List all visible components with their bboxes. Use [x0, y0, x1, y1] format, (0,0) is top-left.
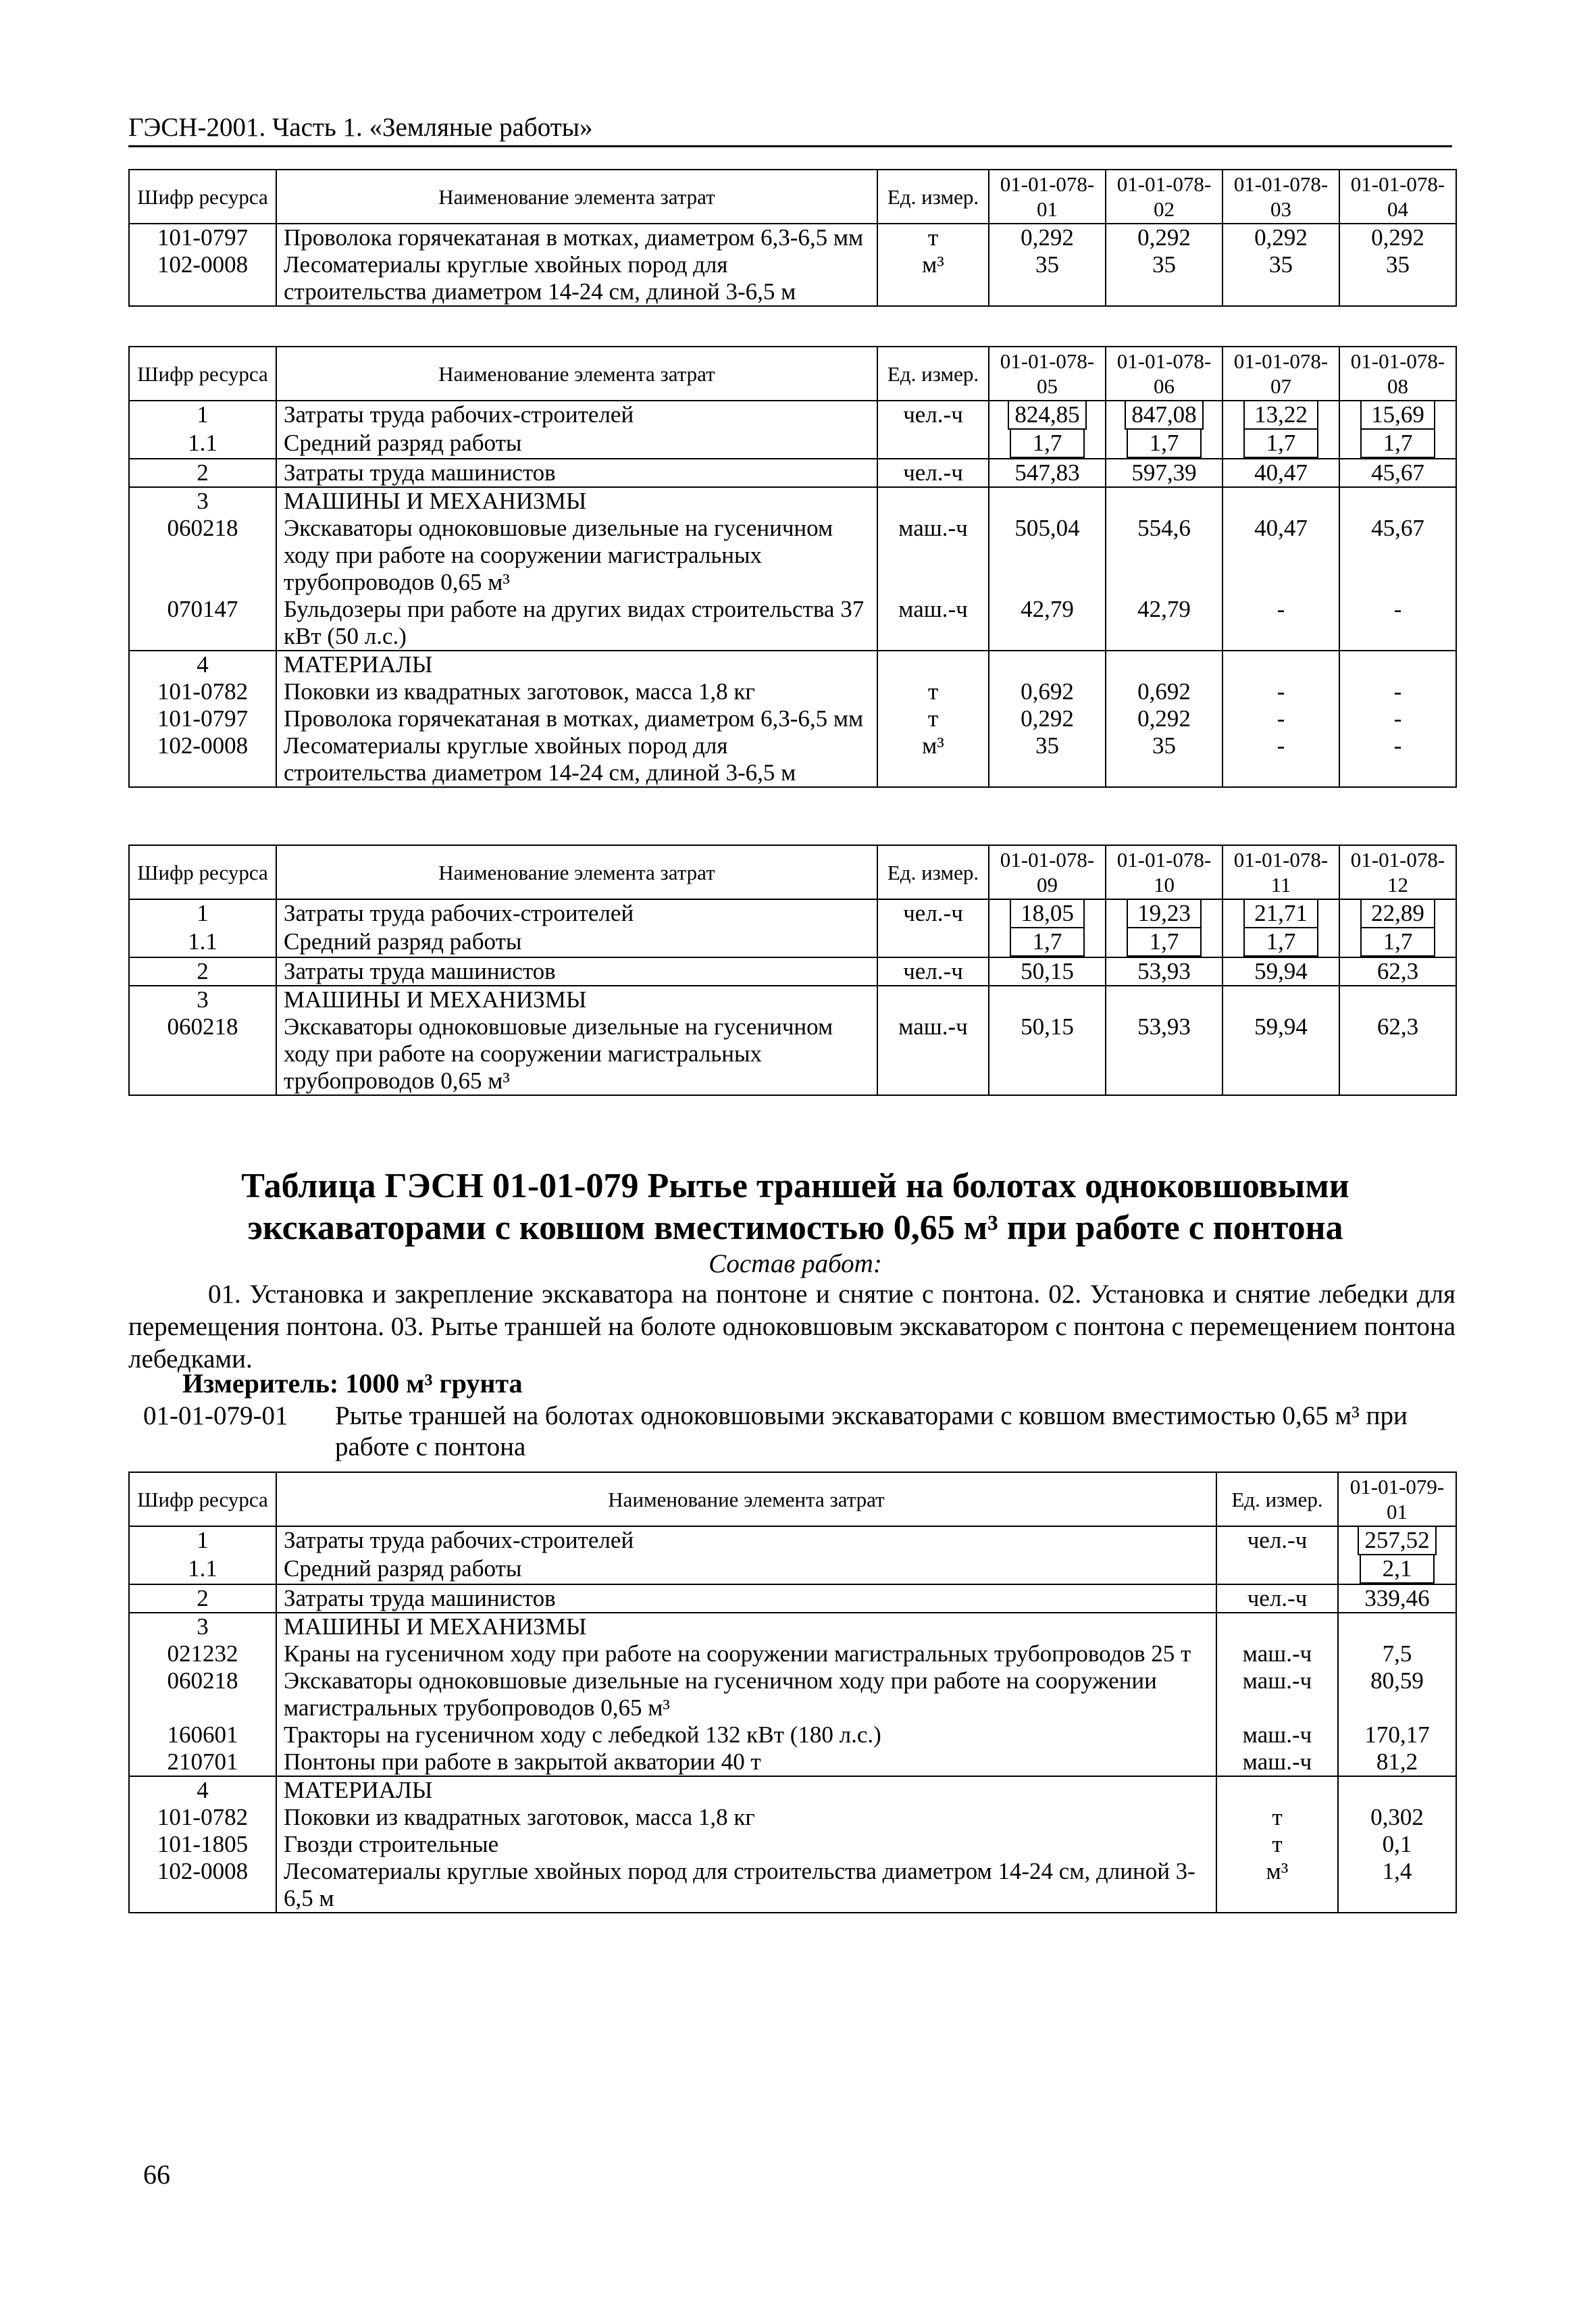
cell-value: 170,17: [1338, 1721, 1456, 1749]
resource-table-078-01-04: [128, 169, 1457, 307]
header-norm-code: 01-01-078-02: [1106, 170, 1222, 224]
cell-code: 070147: [129, 596, 276, 651]
header-name: Наименование элемента затрат: [276, 1472, 1216, 1526]
cell-value: 35: [989, 251, 1106, 306]
cell-unit: т: [877, 224, 989, 251]
cell-value: [1338, 1555, 1456, 1584]
cell-name: МАШИНЫ И МЕХАНИЗМЫ: [276, 1613, 1216, 1640]
table-row: [129, 459, 1456, 487]
cell-name: Гвозди строительные: [276, 1831, 1216, 1858]
cell-code: 1: [129, 1526, 276, 1555]
cell-name: Лесоматериалы круглые хвойных пород для строительства диаметром 14-24 см, длиной 3-6,5 м: [276, 251, 877, 306]
header-norm-code: 01-01-078-09: [989, 845, 1106, 899]
cell-value: 0,302: [1338, 1804, 1456, 1831]
cell-code: 3: [129, 487, 276, 515]
cell-value: -: [1222, 705, 1339, 732]
cell-unit: т: [877, 678, 989, 705]
cell-name: МАШИНЫ И МЕХАНИЗМЫ: [276, 487, 877, 515]
cell-value: 554,6: [1106, 515, 1222, 596]
cell-unit: маш.-ч: [877, 1013, 989, 1095]
cell-unit: [1216, 1555, 1338, 1584]
cell-unit: маш.-ч: [1216, 1749, 1338, 1776]
header-code: Шифр ресурса: [129, 1472, 276, 1526]
cell-value: [1339, 899, 1456, 928]
cell-code: 1: [129, 401, 276, 430]
cell-name: МАТЕРИАЛЫ: [276, 651, 877, 678]
table-row: [129, 1555, 1456, 1584]
header-norm-code: 01-01-078-11: [1222, 845, 1339, 899]
cell-unit: маш.-ч: [877, 596, 989, 651]
cell-name: Лесоматериалы круглые хвойных пород для строительства диаметром 14-24 см, длиной 3-6,5 м: [276, 1858, 1216, 1913]
cell-value: [989, 651, 1106, 678]
cell-value: 0,292: [1222, 224, 1339, 251]
cell-value: 0,292: [1339, 224, 1456, 251]
cell-code: 2: [129, 1584, 276, 1613]
cell-value: -: [1222, 732, 1339, 787]
cell-code: 1.1: [129, 430, 276, 459]
header-unit: Ед. измер.: [1216, 1472, 1338, 1526]
cell-value: [1338, 1526, 1456, 1555]
cell-code: 102-0008: [129, 251, 276, 306]
header-norm-code: 01-01-078-10: [1106, 845, 1222, 899]
cell-value: [1222, 430, 1339, 459]
cell-unit: чел.-ч: [877, 899, 989, 928]
cell-value: 35: [1106, 732, 1222, 787]
cell-value: 597,39: [1106, 459, 1222, 487]
cell-unit: [877, 986, 989, 1013]
header-norm-code: 01-01-078-03: [1222, 170, 1339, 224]
cell-code: 3: [129, 986, 276, 1013]
table-row: [129, 1721, 1456, 1749]
table-row: [129, 928, 1456, 957]
cell-name: Проволока горячекатаная в мотках, диаметром 6,3-6,5 мм: [276, 224, 877, 251]
table-header-row: [129, 170, 1456, 224]
boxed-value: 1,7: [1127, 430, 1202, 458]
cell-value: -: [1339, 678, 1456, 705]
cell-value: 59,94: [1222, 1013, 1339, 1095]
cell-value: 40,47: [1222, 459, 1339, 487]
cell-name: Затраты труда машинистов: [276, 1584, 1216, 1613]
cell-name: Экскаваторы одноковшовые дизельные на гусеничном ходу при работе на сооружении магистральных трубопроводов 0,65 м³: [276, 1667, 1216, 1721]
boxed-value: 1,7: [1010, 430, 1085, 458]
page-number: 66: [143, 2159, 170, 2190]
cell-code: 160601: [129, 1721, 276, 1749]
boxed-value: 18,05: [1010, 900, 1085, 928]
cell-value: [989, 899, 1106, 928]
cell-value: [1222, 401, 1339, 430]
works-description: 01. Установка и закрепление экскаватора на понтоне и снятие с понтона. 02. Установка и снятие лебедки для перемещения понтона. 03. Рытье траншей на болоте одноковшовым экскаватором с понтона с перемещением понтона лебедками.: [128, 1280, 1456, 1374]
cell-value: [1106, 430, 1222, 459]
cell-value: 35: [1222, 251, 1339, 306]
table-row: [129, 1749, 1456, 1776]
cell-value: [1222, 487, 1339, 515]
cell-code: 210701: [129, 1749, 276, 1776]
cell-name: Экскаваторы одноковшовые дизельные на гусеничном ходу при работе на сооружении магистральных трубопроводов 0,65 м³: [276, 1013, 877, 1095]
cell-name: Средний разряд работы: [276, 430, 877, 459]
cell-value: [1339, 651, 1456, 678]
cell-unit: [877, 651, 989, 678]
item-code: 01-01-079-01: [143, 1401, 288, 1430]
table-row: [129, 487, 1456, 515]
cell-value: [1338, 1776, 1456, 1804]
cell-name: МАТЕРИАЛЫ: [276, 1776, 1216, 1804]
cell-value: [1339, 928, 1456, 957]
table-row: [129, 899, 1456, 928]
cell-name: Краны на гусеничном ходу при работе на сооружении магистральных трубопроводов 25 т: [276, 1640, 1216, 1667]
cell-unit: м³: [877, 732, 989, 787]
cell-value: 62,3: [1339, 1013, 1456, 1095]
cell-value: 50,15: [989, 1013, 1106, 1095]
cell-value: [1222, 899, 1339, 928]
cell-code: 101-0797: [129, 224, 276, 251]
cell-unit: м³: [1216, 1858, 1338, 1913]
header-norm-code: 01-01-078-07: [1222, 347, 1339, 401]
cell-unit: чел.-ч: [1216, 1526, 1338, 1555]
cell-value: 62,3: [1339, 957, 1456, 986]
cell-value: 7,5: [1338, 1640, 1456, 1667]
header-norm-code: 01-01-079-01: [1338, 1472, 1456, 1526]
cell-value: 35: [989, 732, 1106, 787]
table-row: [129, 732, 1456, 787]
table-row: [129, 957, 1456, 986]
cell-code: 021232: [129, 1640, 276, 1667]
resource-table-079-01: [128, 1472, 1457, 1913]
cell-value: 0,292: [1106, 224, 1222, 251]
table-row: [129, 986, 1456, 1013]
cell-unit: чел.-ч: [877, 459, 989, 487]
cell-name: Проволока горячекатаная в мотках, диаметром 6,3-6,5 мм: [276, 705, 877, 732]
cell-value: -: [1339, 705, 1456, 732]
table-row: [129, 1013, 1456, 1095]
cell-value: 547,83: [989, 459, 1106, 487]
table-row: [129, 1584, 1456, 1613]
cell-unit: т: [1216, 1804, 1338, 1831]
table-row: [129, 1613, 1456, 1640]
boxed-value: 2,1: [1360, 1555, 1435, 1584]
cell-value: [1222, 651, 1339, 678]
cell-name: Экскаваторы одноковшовые дизельные на гусеничном ходу при работе на сооружении магистральных трубопроводов 0,65 м³: [276, 515, 877, 596]
resource-table-078-05-08: [128, 346, 1457, 788]
table-row: [129, 1526, 1456, 1555]
boxed-value: 847,08: [1125, 401, 1203, 430]
cell-code: 2: [129, 957, 276, 986]
cell-value: 1,4: [1338, 1858, 1456, 1913]
cell-unit: [877, 487, 989, 515]
header-norm-code: 01-01-078-06: [1106, 347, 1222, 401]
header-name: Наименование элемента затрат: [276, 845, 877, 899]
cell-unit: т: [877, 705, 989, 732]
header-code: Шифр ресурса: [129, 845, 276, 899]
header-norm-code: 01-01-078-12: [1339, 845, 1456, 899]
cell-value: -: [1222, 596, 1339, 651]
table-row: [129, 1667, 1456, 1721]
cell-code: 101-0797: [129, 705, 276, 732]
cell-name: Бульдозеры при работе на других видах строительства 37 кВт (50 л.с.): [276, 596, 877, 651]
cell-value: 50,15: [989, 957, 1106, 986]
section-subtitle: Состав работ:: [709, 1249, 882, 1278]
cell-value: 0,692: [1106, 678, 1222, 705]
cell-unit: [877, 928, 989, 957]
cell-value: [1106, 651, 1222, 678]
table-row: [129, 596, 1456, 651]
table-row: [129, 651, 1456, 678]
cell-value: [1339, 986, 1456, 1013]
boxed-value: 1,7: [1360, 430, 1435, 458]
table-row: [129, 678, 1456, 705]
cell-value: [989, 928, 1106, 957]
cell-unit: чел.-ч: [1216, 1584, 1338, 1613]
cell-value: 42,79: [989, 596, 1106, 651]
table-row: [129, 224, 1456, 251]
item-text: Рытье траншей на болотах одноковшовыми экскаваторами с ковшом вместимостью 0,65 м³ при работе с понтона: [335, 1401, 1408, 1461]
table-row: [129, 1776, 1456, 1804]
boxed-value: 1,7: [1243, 430, 1318, 458]
cell-value: 80,59: [1338, 1667, 1456, 1721]
cell-name: МАШИНЫ И МЕХАНИЗМЫ: [276, 986, 877, 1013]
cell-unit: [1216, 1613, 1338, 1640]
table-row: [129, 705, 1456, 732]
cell-value: 0,692: [989, 678, 1106, 705]
cell-unit: чел.-ч: [877, 957, 989, 986]
cell-code: 060218: [129, 1667, 276, 1721]
table-row: [129, 1804, 1456, 1831]
cell-value: [1106, 899, 1222, 928]
header-unit: Ед. измер.: [877, 845, 989, 899]
cell-value: [1339, 487, 1456, 515]
cell-name: Средний разряд работы: [276, 928, 877, 957]
header-norm-code: 01-01-078-01: [989, 170, 1106, 224]
resource-table-078-09-12: [128, 845, 1457, 1096]
cell-value: 45,67: [1339, 515, 1456, 596]
cell-value: 0,1: [1338, 1831, 1456, 1858]
header-norm-code: 01-01-078-08: [1339, 347, 1456, 401]
cell-value: [1339, 430, 1456, 459]
cell-value: 505,04: [989, 515, 1106, 596]
cell-name: Понтоны при работе в закрытой акватории 40 т: [276, 1749, 1216, 1776]
boxed-value: 257,52: [1358, 1527, 1436, 1555]
boxed-value: 1,7: [1010, 928, 1085, 957]
boxed-value: 1,7: [1360, 928, 1435, 957]
cell-value: [1222, 928, 1339, 957]
running-header: ГЭСН-2001. Часть 1. «Земляные работы»: [128, 112, 1452, 147]
header-name: Наименование элемента затрат: [276, 170, 877, 224]
cell-name: Поковки из квадратных заготовок, масса 1,8 кг: [276, 678, 877, 705]
cell-value: 0,292: [1106, 705, 1222, 732]
cell-value: 35: [1339, 251, 1456, 306]
cell-code: 101-0782: [129, 1804, 276, 1831]
cell-unit: маш.-ч: [1216, 1667, 1338, 1721]
cell-unit: м³: [877, 251, 989, 306]
cell-name: Тракторы на гусеничном ходу с лебедкой 132 кВт (180 л.с.): [276, 1721, 1216, 1749]
table-row: [129, 430, 1456, 459]
cell-unit: маш.-ч: [1216, 1721, 1338, 1749]
cell-value: 59,94: [1222, 957, 1339, 986]
header-unit: Ед. измер.: [877, 347, 989, 401]
header-norm-code: 01-01-078-04: [1339, 170, 1456, 224]
cell-value: [1106, 986, 1222, 1013]
table-row: [129, 401, 1456, 430]
cell-value: 0,292: [989, 224, 1106, 251]
cell-value: [989, 401, 1106, 430]
cell-name: Затраты труда машинистов: [276, 957, 877, 986]
boxed-value: 21,71: [1243, 900, 1318, 928]
cell-name: Затраты труда рабочих-строителей: [276, 899, 877, 928]
cell-value: [989, 430, 1106, 459]
boxed-value: 19,23: [1127, 900, 1202, 928]
cell-value: [1106, 928, 1222, 957]
boxed-value: 824,85: [1008, 401, 1086, 430]
cell-unit: [1216, 1776, 1338, 1804]
cell-code: 1: [129, 899, 276, 928]
header-norm-code: 01-01-078-05: [989, 347, 1106, 401]
cell-value: [1339, 401, 1456, 430]
cell-value: [1338, 1613, 1456, 1640]
cell-value: [1106, 487, 1222, 515]
cell-value: [989, 986, 1106, 1013]
cell-value: -: [1222, 678, 1339, 705]
cell-unit: маш.-ч: [1216, 1640, 1338, 1667]
cell-unit: т: [1216, 1831, 1338, 1858]
cell-value: -: [1339, 732, 1456, 787]
cell-value: 42,79: [1106, 596, 1222, 651]
table-header-row: [129, 845, 1456, 899]
cell-code: 2: [129, 459, 276, 487]
cell-value: [1106, 401, 1222, 430]
boxed-value: 13,22: [1243, 401, 1318, 430]
cell-code: 060218: [129, 1013, 276, 1095]
cell-unit: маш.-ч: [877, 515, 989, 596]
boxed-value: 22,89: [1360, 900, 1435, 928]
cell-code: 101-0782: [129, 678, 276, 705]
cell-code: 3: [129, 1613, 276, 1640]
header-name: Наименование элемента затрат: [276, 347, 877, 401]
cell-name: Затраты труда рабочих-строителей: [276, 1526, 1216, 1555]
cell-name: Затраты труда рабочих-строителей: [276, 401, 877, 430]
cell-value: 339,46: [1338, 1584, 1456, 1613]
table-row: [129, 515, 1456, 596]
cell-value: [989, 487, 1106, 515]
cell-code: 060218: [129, 515, 276, 596]
cell-code: 102-0008: [129, 732, 276, 787]
cell-name: Средний разряд работы: [276, 1555, 1216, 1584]
header-code: Шифр ресурса: [129, 347, 276, 401]
table-row: [129, 1640, 1456, 1667]
section-title: Таблица ГЭСН 01-01-079 Рытье траншей на болотах одноковшовыми экскаваторами с ковшом вместимостью 0,65 м³ при работе с понтона: [241, 1167, 1349, 1247]
table-row: [129, 1858, 1456, 1913]
cell-code: 4: [129, 1776, 276, 1804]
header-code: Шифр ресурса: [129, 170, 276, 224]
cell-code: 1.1: [129, 1555, 276, 1584]
cell-value: 81,2: [1338, 1749, 1456, 1776]
cell-value: 35: [1106, 251, 1222, 306]
boxed-value: 1,7: [1127, 928, 1202, 957]
cell-code: 101-1805: [129, 1831, 276, 1858]
boxed-value: 1,7: [1243, 928, 1318, 957]
cell-code: 102-0008: [129, 1858, 276, 1913]
measure-unit: Измеритель: 1000 м³ грунта: [182, 1368, 523, 1399]
cell-code: 1.1: [129, 928, 276, 957]
cell-value: 53,93: [1106, 1013, 1222, 1095]
table-row: [129, 1831, 1456, 1858]
cell-name: Лесоматериалы круглые хвойных пород для строительства диаметром 14-24 см, длиной 3-6,5 м: [276, 732, 877, 787]
table-header-row: [129, 347, 1456, 401]
boxed-value: 15,69: [1360, 401, 1435, 430]
header-unit: Ед. измер.: [877, 170, 989, 224]
cell-value: 40,47: [1222, 515, 1339, 596]
table-row: [129, 251, 1456, 306]
cell-value: 0,292: [989, 705, 1106, 732]
cell-value: 45,67: [1339, 459, 1456, 487]
cell-value: 53,93: [1106, 957, 1222, 986]
cell-value: [1222, 986, 1339, 1013]
cell-value: -: [1339, 596, 1456, 651]
cell-unit: чел.-ч: [877, 401, 989, 430]
cell-unit: [877, 430, 989, 459]
cell-name: Поковки из квадратных заготовок, масса 1,8 кг: [276, 1804, 1216, 1831]
table-header-row: [129, 1472, 1456, 1526]
cell-name: Затраты труда машинистов: [276, 459, 877, 487]
cell-code: 4: [129, 651, 276, 678]
